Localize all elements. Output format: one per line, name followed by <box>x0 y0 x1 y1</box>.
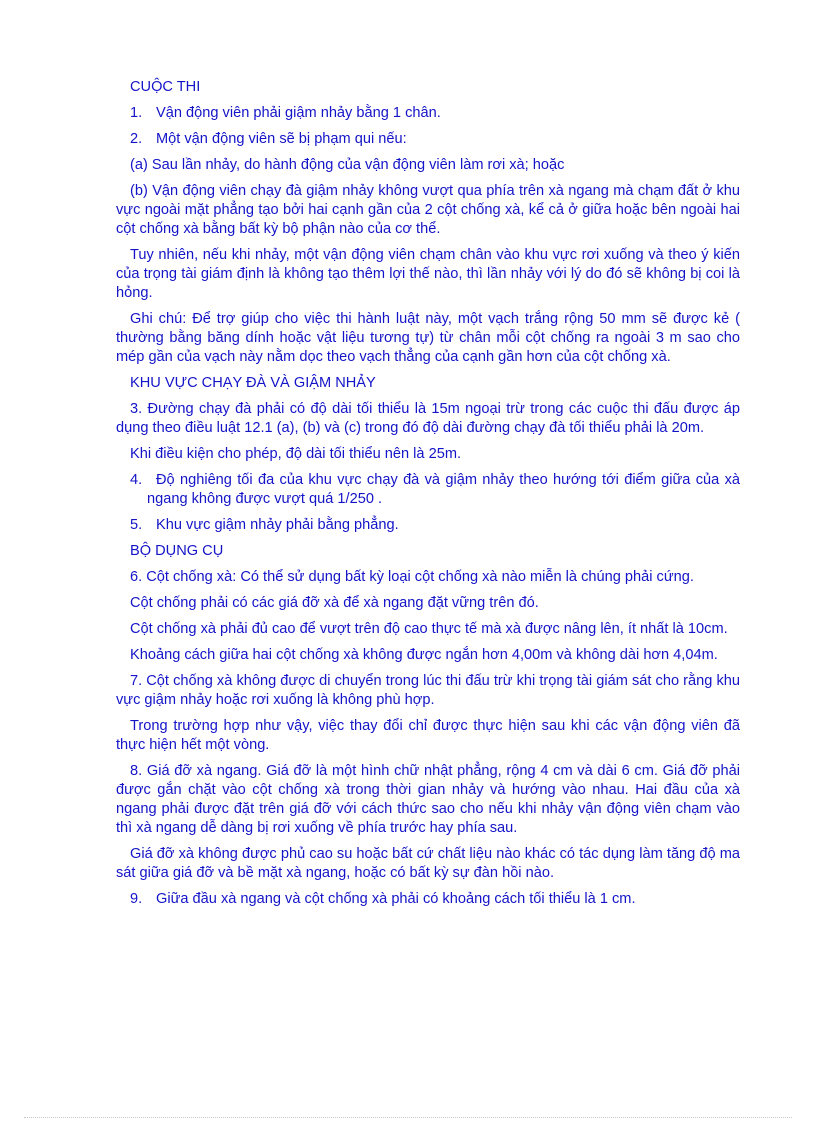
para-6c: Cột chống xà phải đủ cao để vượt trên độ cao thực tế mà xà được nâng lên, ít nhất là 10cm. <box>130 621 728 637</box>
para-7: 7. Cột chống xà không được di chuyển trong lúc thi đấu trừ khi trọng tài giám sát cho rằng khu vực giậm nhảy hoặc rơi xuống là không phù hợp. <box>116 673 740 708</box>
rule-2 <box>116 130 740 149</box>
para-3: 3. Đường chạy đà phải có độ dài tối thiểu là 15m ngoại trừ trong các cuộc thi đấu được áp dụng theo điều luật 12.1 (a), (b) và (c) trong đó độ dài đường chạy đà tối thiểu phải là 20m. <box>116 401 740 436</box>
para-however: Tuy nhiên, nếu khi nhảy, một vận động viên chạm chân vào khu vực rơi xuống và theo ý kiến của trọng tài giám định là không tạo thêm lợi thế nào, thì lần nhảy với lý do đó sẽ không bị coi là hỏng. <box>116 247 740 301</box>
rule-5-number: 5. <box>130 517 143 533</box>
heading-equipment: BỘ DỤNG CỤ <box>130 543 224 559</box>
rule-9 <box>116 890 740 909</box>
para-b: (b) Vận động viên chạy đà giậm nhảy không vượt qua phía trên xà ngang mà chạm đất ở khu vực ngoài mặt phẳng tạo bởi hai cạnh gần của 2 cột chống xà, kể cả ở giữa hoặc bên ngoài hai cột chống xà bằng bất kỳ bộ phận nào của cơ thể. <box>116 183 740 237</box>
para-note: Ghi chú: Để trợ giúp cho việc thi hành luật này, một vạch trắng rộng 50 mm sẽ được kẻ ( thường bằng băng dính hoặc vật liệu tương tự) từ chân mỗi cột chống ra ngoài 3 m sao cho mép gần của vạch này nằm dọc theo vạch thẳng của cạnh gần hơn của cột chống xà. <box>116 311 740 365</box>
rule-4-number: 4. <box>130 472 143 488</box>
rule-9-text: Giữa đầu xà ngang và cột chống xà phải có khoảng cách tối thiểu là 1 cm. <box>156 891 636 907</box>
para-8b: Giá đỡ xà không được phủ cao su hoặc bất cứ chất liệu nào khác có tác dụng làm tăng độ ma sát giữa giá đỡ và bề mặt xà ngang, hoặc có bất kỳ sự đàn hồi nào. <box>116 846 740 881</box>
para-conditions: Khi điều kiện cho phép, độ dài tối thiểu nên là 25m. <box>130 446 462 462</box>
rule-4-text: Độ nghiêng tối đa của khu vực chạy đà và giậm nhảy theo hướng tới điểm giữa của xà ngang không được vượt quá 1/250 . <box>147 472 740 507</box>
rule-1-text: Vận động viên phải giậm nhảy bằng 1 chân. <box>156 105 441 121</box>
rule-1-number: 1. <box>130 105 143 121</box>
rule-2-number: 2. <box>130 131 143 147</box>
para-6d: Khoảng cách giữa hai cột chống xà không được ngắn hơn 4,00m và không dài hơn 4,04m. <box>130 647 718 663</box>
para-a: (a) Sau lần nhảy, do hành động của vận động viên làm rơi xà; hoặc <box>130 157 565 173</box>
para-6b: Cột chống phải có các giá đỡ xà để xà ngang đặt vững trên đó. <box>130 595 539 611</box>
rule-4 <box>116 471 740 509</box>
heading-contest: CUỘC THI <box>130 79 201 95</box>
rule-5 <box>116 516 740 535</box>
para-8: 8. Giá đỡ xà ngang. Giá đỡ là một hình chữ nhật phẳng, rộng 4 cm và dài 6 cm. Giá đỡ phải được gắn chặt vào cột chống xà trong thời gian nhảy và hướng vào nhau. Hai đầu của xà ngang phải được đặt trên giá đỡ với cách thức sao cho nếu khi nhảy vận động viên chạm vào thì xà ngang dễ dàng bị rơi xuống về phía trước hay phía sau. <box>116 763 740 836</box>
rule-9-number: 9. <box>130 891 143 907</box>
para-7b: Trong trường hợp như vậy, việc thay đổi chỉ được thực hiện sau khi các vận động viên đã thực hiện hết một vòng. <box>116 718 740 753</box>
rule-2-text: Một vận động viên sẽ bị phạm qui nếu: <box>156 131 407 147</box>
heading-runway: KHU VỰC CHẠY ĐÀ VÀ GIẬM NHẢY <box>130 375 376 391</box>
para-6: 6. Cột chống xà: Có thể sử dụng bất kỳ loại cột chống xà nào miễn là chúng phải cứng. <box>130 569 694 585</box>
page-bottom-divider <box>24 1117 792 1118</box>
rule-1 <box>116 104 740 123</box>
rule-5-text: Khu vực giậm nhảy phải bằng phẳng. <box>156 517 399 533</box>
